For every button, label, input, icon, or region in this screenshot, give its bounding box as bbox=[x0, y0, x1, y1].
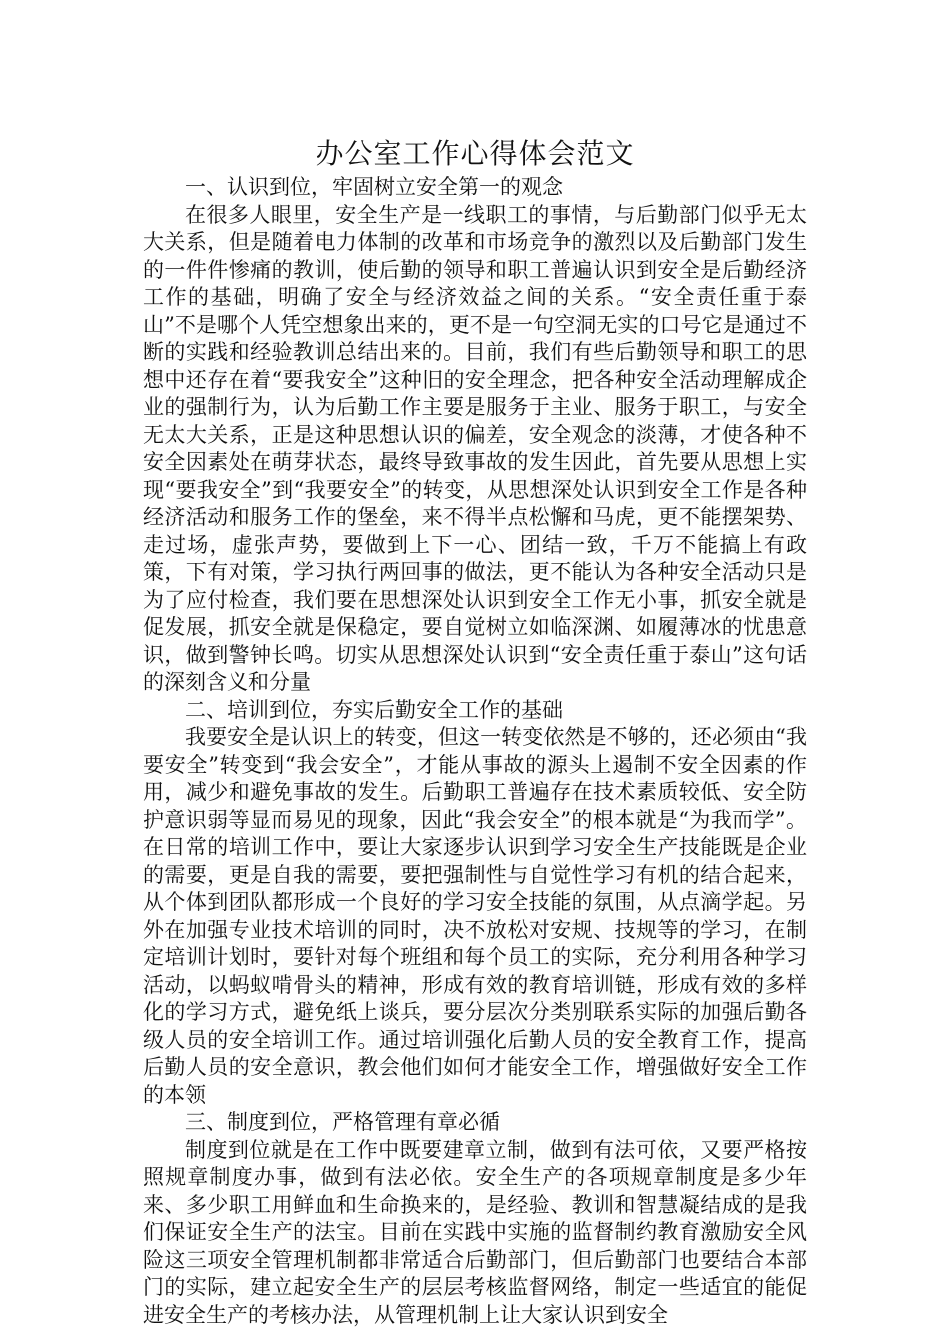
section-heading-1: 一、认识到位，牢固树立安全第一的观念 bbox=[185, 175, 563, 199]
section-heading-2: 二、培训到位，夯实后勤安全工作的基础 bbox=[185, 697, 563, 722]
document-page bbox=[143, 134, 807, 1329]
section-body-1: 在很多人眼里，安全生产是一线职工的事情，与后勤部门似乎无太大关系，但是随着电力体制的改革和市场竞争的激烈以及后勤部门发生的一件件惨痛的教训，使后勤的领导和职工普遍认识到安全是后勤经济工作的基础，明确了安全与经济效益之间的关系。“安全责任重于泰山”不是哪个人凭空想象出来的，更不是一句空洞无实的口号它是通过不断的实践和经验教训总结出来的。目前，我们有些后勤领导和职工的思想中还存在着“要我安全”这种旧的安全理念，把各种安全活动理解成企业的强制行为，认为后勤工作主要是服务于主业、服务于职工，与安全无太大关系，正是这种思想认识的偏差，安全观念的淡薄，才使各种不安全因素处在萌芽状态，最终导致事故的发生因此，首先要从思想上实现“要我安全”到“我要安全”的转变，从思想深处认识到安全工作是各种经济活动和服务工作的堡垒，来不得半点松懈和马虎，更不能摆架势、走过场，虚张声势，要做到上下一心、团结一致，千万不能搞上有政策，下有对策，学习执行两回事的做法，更不能认为各种安全活动只是为了应付检查，我们要在思想深处认识到安全工作无小事，抓安全就是促发展，抓安全就是保稳定，要自觉树立如临深渊、如履薄冰的忧患意识，做到警钟长鸣。切实从思想深处认识到“安全责任重于泰山”这句话的深刻含义和分量 bbox=[143, 202, 807, 694]
document-title: 办公室工作心得体会范文 bbox=[315, 137, 635, 170]
section-heading-3: 三、制度到位，严格管理有章必循 bbox=[185, 1110, 500, 1134]
section-body-2: 我要安全是认识上的转变，但这一转变依然是不够的，还必须由“我要安全”转变到“我会安全”，才能从事故的源头上遏制不安全因素的作用，减少和避免事故的发生。后勤职工普遍存在技术素质较低、安全防护意识弱等显而易见的现象，因此“我会安全”的根本就是“为我而学”。在日常的培训工作中，要让大家逐步认识到学习安全生产技能既是企业的需要，更是自我的需要，要把强制性与自觉性学习有机的结合起来，从个体到团队都形成一个良好的学习安全技能的氛围，从点滴学起。另外在加强专业技术培训的同时，决不放松对安规、技规等的学习，在制定培训计划时，要针对每个班组和每个员工的实际，充分利用各种学习活动，以蚂蚁啃骨头的精神，形成有效的教育培训链，形成有效的多样化的学习方式，避免纸上谈兵，要分层次分类别联系实际的加强后勤各级人员的安全培训工作。通过培训强化后勤人员的安全教育工作，提高后勤人员的安全意识，教会他们如何才能安全工作，增强做好安全工作的本领 bbox=[143, 725, 807, 1107]
section-body-3: 制度到位就是在工作中既要建章立制，做到有法可依，又要严格按照规章制度办事，做到有法必依。安全生产的各项规章制度是多少年来、多少职工用鲜血和生命换来的，是经验、教训和智慧凝结成的是我们保证安全生产的法宝。目前在实践中实施的监督制约教育激励安全风险这三项安全管理机制都非常适合后勤部门，但后勤部门也要结合本部门的实际，建立起安全生产的层层考核监督网络，制定一些适宜的能促进安全生产的考核办法，从管理机制上让大家认识到安全 bbox=[143, 1137, 807, 1327]
